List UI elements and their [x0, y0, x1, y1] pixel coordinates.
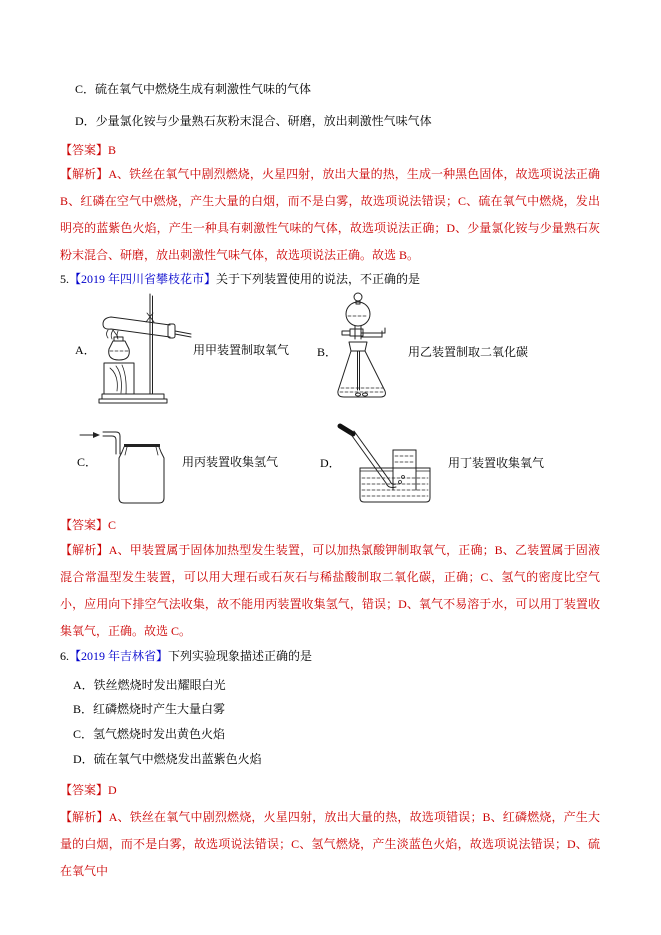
q6-analysis [60, 804, 600, 885]
q6-answer-line [60, 782, 117, 799]
analysis-tag: 【解析】 [60, 810, 109, 824]
q5-answer-value: C [108, 518, 117, 532]
q5-option-a-caption: 用甲装置制取氧气 [193, 343, 290, 357]
q5-source: 【2019 年四川省攀枝花市】 [69, 272, 217, 286]
q6-source: 【2019 年吉林省】 [69, 649, 169, 663]
q5-number: 5. [60, 272, 69, 286]
analysis-tag: 【解析】 [60, 167, 109, 181]
q4-option-d [75, 113, 432, 130]
q6-option-d-label: D． [73, 752, 94, 766]
q6-option-d [73, 751, 262, 768]
q5-answer-line [60, 517, 116, 534]
q6-header [60, 648, 312, 665]
q5-header [60, 271, 420, 288]
q5-option-d-label: D． [320, 456, 341, 470]
q6-answer-value: D [108, 783, 117, 797]
apparatus-bing-gas-bottle-diagram [78, 428, 168, 506]
q5-option-d-caption: 用丁装置收集氧气 [448, 456, 545, 470]
answer-tag: 【答案】 [60, 518, 109, 532]
q6-stem: 下列实验现象描述正确的是 [168, 649, 313, 663]
q5-stem: 关于下列装置使用的说法，不正确的是 [216, 272, 421, 286]
q6-option-a [73, 677, 226, 694]
q6-option-c-text: 氢气燃烧时发出黄色火焰 [93, 727, 226, 741]
analysis-tag: 【解析】 [60, 543, 109, 557]
q5-analysis [60, 537, 600, 645]
q6-option-c-label: C． [73, 727, 94, 741]
q4-option-c [75, 81, 311, 98]
q5-option-b-label: B． [317, 345, 338, 359]
q6-analysis-text: A、铁丝在氧气中剧烈燃烧，火星四射，放出大量的热，故选项错误；B、红磷燃烧，产生大量的白烟，而不是白雾，故选项说法错误；C、氢气燃烧，产生淡蓝色火焰，故选项说法错误；D、硫在氧气中 [60, 810, 600, 878]
q6-number: 6. [60, 649, 69, 663]
q6-option-c [73, 726, 225, 743]
q5-option-b-caption: 用乙装置制取二氧化碳 [408, 345, 529, 359]
q5-option-c-label: C． [77, 455, 98, 469]
apparatus-jia-heating-test-tube-diagram [98, 292, 193, 408]
q5-analysis-text: A、甲装置属于固体加热型发生装置，可以加热氯酸钾制取氧气，正确；B、乙装置属于固液混合常温型发生装置，可以用大理石或石灰石与稀盐酸制取二氧化碳，正确；C、氢气的密度比空气小，应用向下排空气法收集，故不能用丙装置收集氢气，错误；D、氧气不易溶于水，可以用丁装置收集氧气，正确。故选 C。 [60, 543, 600, 638]
q6-option-a-text: 铁丝燃烧时发出耀眼白光 [93, 678, 226, 692]
q6-option-b-label: B． [73, 702, 94, 716]
q4-option-c-text: 硫在氧气中燃烧生成有刺激性气味的气体 [95, 82, 312, 96]
q4-answer-line [60, 142, 116, 159]
answer-tag: 【答案】 [60, 143, 109, 157]
q5-option-a-label: A． [75, 343, 96, 357]
q4-answer-value: B [108, 143, 117, 157]
q6-option-b-text: 红磷燃烧时产生大量白雾 [93, 702, 226, 716]
q6-option-b [73, 701, 225, 718]
q6-option-d-text: 硫在氧气中燃烧发出蓝紫色火焰 [93, 752, 262, 766]
q4-option-d-label: D． [75, 114, 96, 128]
q4-option-c-label: C． [75, 82, 96, 96]
answer-tag: 【答案】 [60, 783, 109, 797]
q5-option-c-caption: 用丙装置收集氢气 [182, 455, 279, 469]
q4-analysis [60, 161, 600, 269]
apparatus-ding-water-trough-diagram [336, 422, 436, 506]
q4-analysis-text: A、铁丝在氧气中剧烈燃烧，火星四射，放出大量的热，生成一种黑色固体，故选项说法正确 B、红磷在空气中燃烧，产生大量的白烟，而不是白雾，故选项说法错误；C、硫在氧气中燃烧，发出明亮的蓝紫色火焰，产生一种具有刺激性气味的气体，故选项说法正确；D、少量氯化铵与少量熟石灰粉末混合、研磨，放出刺激性气味气体，故选项说法正确。故选 B。 [60, 167, 600, 262]
q6-option-a-label: A． [73, 678, 94, 692]
apparatus-yi-flask-dropping-funnel-diagram [336, 291, 388, 403]
q4-option-d-text: 少量氯化铵与少量熟石灰粉末混合、研磨，放出刺激性气味气体 [95, 114, 432, 128]
